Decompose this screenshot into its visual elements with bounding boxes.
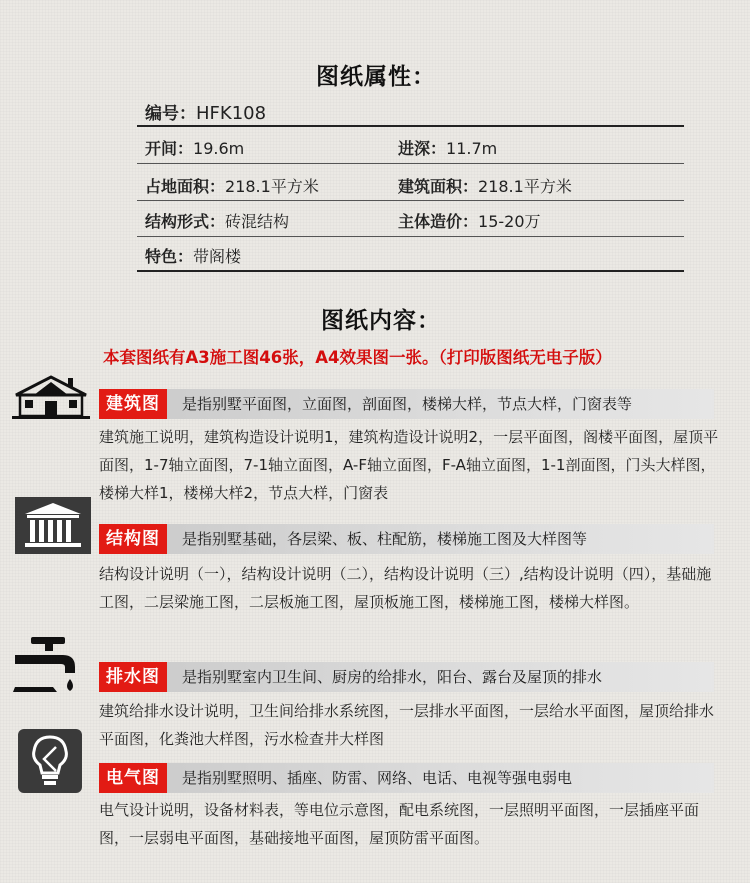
- faucet-icon: [13, 635, 93, 695]
- section-detail: 建筑给排水设计说明，卫生间给排水系统图，一层排水平面图，一层给水平面图，屋顶给排水平面图，化粪池大样图，污水检查井大样图: [99, 702, 715, 748]
- code-field: 编号：HFK108: [145, 103, 267, 124]
- structure-field: 结构形式：砖混结构: [145, 212, 290, 231]
- feature-field: 特色：带阁楼: [145, 247, 242, 266]
- divider: [137, 236, 684, 237]
- section-detail: 结构设计说明（一），结构设计说明（二），结构设计说明（三）,结构设计说明（四），基础施工图，二层梁施工图，二层板施工图，屋顶板施工图，楼梯施工图，楼梯大样图。: [99, 565, 712, 611]
- section-summary: 是指别墅室内卫生间、厨房的给排水，阳台、露台及屋顶的排水: [182, 668, 603, 686]
- land-area-field: 占地面积：218.1平方米: [145, 177, 319, 196]
- section-tag: 建筑图: [99, 389, 167, 419]
- section-tag: 电气图: [99, 763, 167, 793]
- column-building-icon: [15, 497, 91, 554]
- section-tag: 排水图: [99, 662, 167, 692]
- cost-field: 主体造价：15-20万: [398, 212, 541, 231]
- section-summary: 是指别墅平面图，立面图，剖面图，楼梯大样，节点大样，门窗表等: [182, 395, 633, 413]
- bulb-icon: [18, 729, 82, 793]
- depth-field: 进深：11.7m: [398, 139, 498, 158]
- section-tag: 结构图: [99, 524, 167, 554]
- divider: [137, 270, 684, 272]
- house-icon: [10, 373, 92, 421]
- divider: [137, 125, 684, 127]
- section-detail: 建筑施工说明，建筑构造设计说明1，建筑构造设计说明2，一层平面图，阁楼平面图，屋顶平面图，1-7轴立面图，7-1轴立面图，A-F轴立面图，F-A轴立面图，1-1剖面图，门头大样图，楼梯大样1，楼梯大样2，节点大样，门窗表: [99, 428, 719, 502]
- width-field: 开间：19.6m: [145, 139, 245, 158]
- contents-title: 图纸内容：: [321, 308, 441, 334]
- divider: [137, 200, 684, 201]
- divider: [137, 163, 684, 164]
- building-area-field: 建筑面积：218.1平方米: [398, 177, 572, 196]
- section-detail: 电气设计说明，设备材料表，等电位示意图，配电系统图，一层照明平面图，一层插座平面图，一层弱电平面图，基础接地平面图，屋顶防雷平面图。: [99, 801, 700, 847]
- section-summary: 是指别墅基础，各层梁、板、柱配筋，楼梯施工图及大样图等: [182, 530, 588, 548]
- notice-text: 本套图纸有A3施工图46张，A4效果图一张。（打印版图纸无电子版）: [103, 348, 612, 367]
- section-summary: 是指别墅照明、插座、防雷、网络、电话、电视等强电弱电: [182, 769, 573, 787]
- attributes-title: 图纸属性：: [316, 64, 436, 90]
